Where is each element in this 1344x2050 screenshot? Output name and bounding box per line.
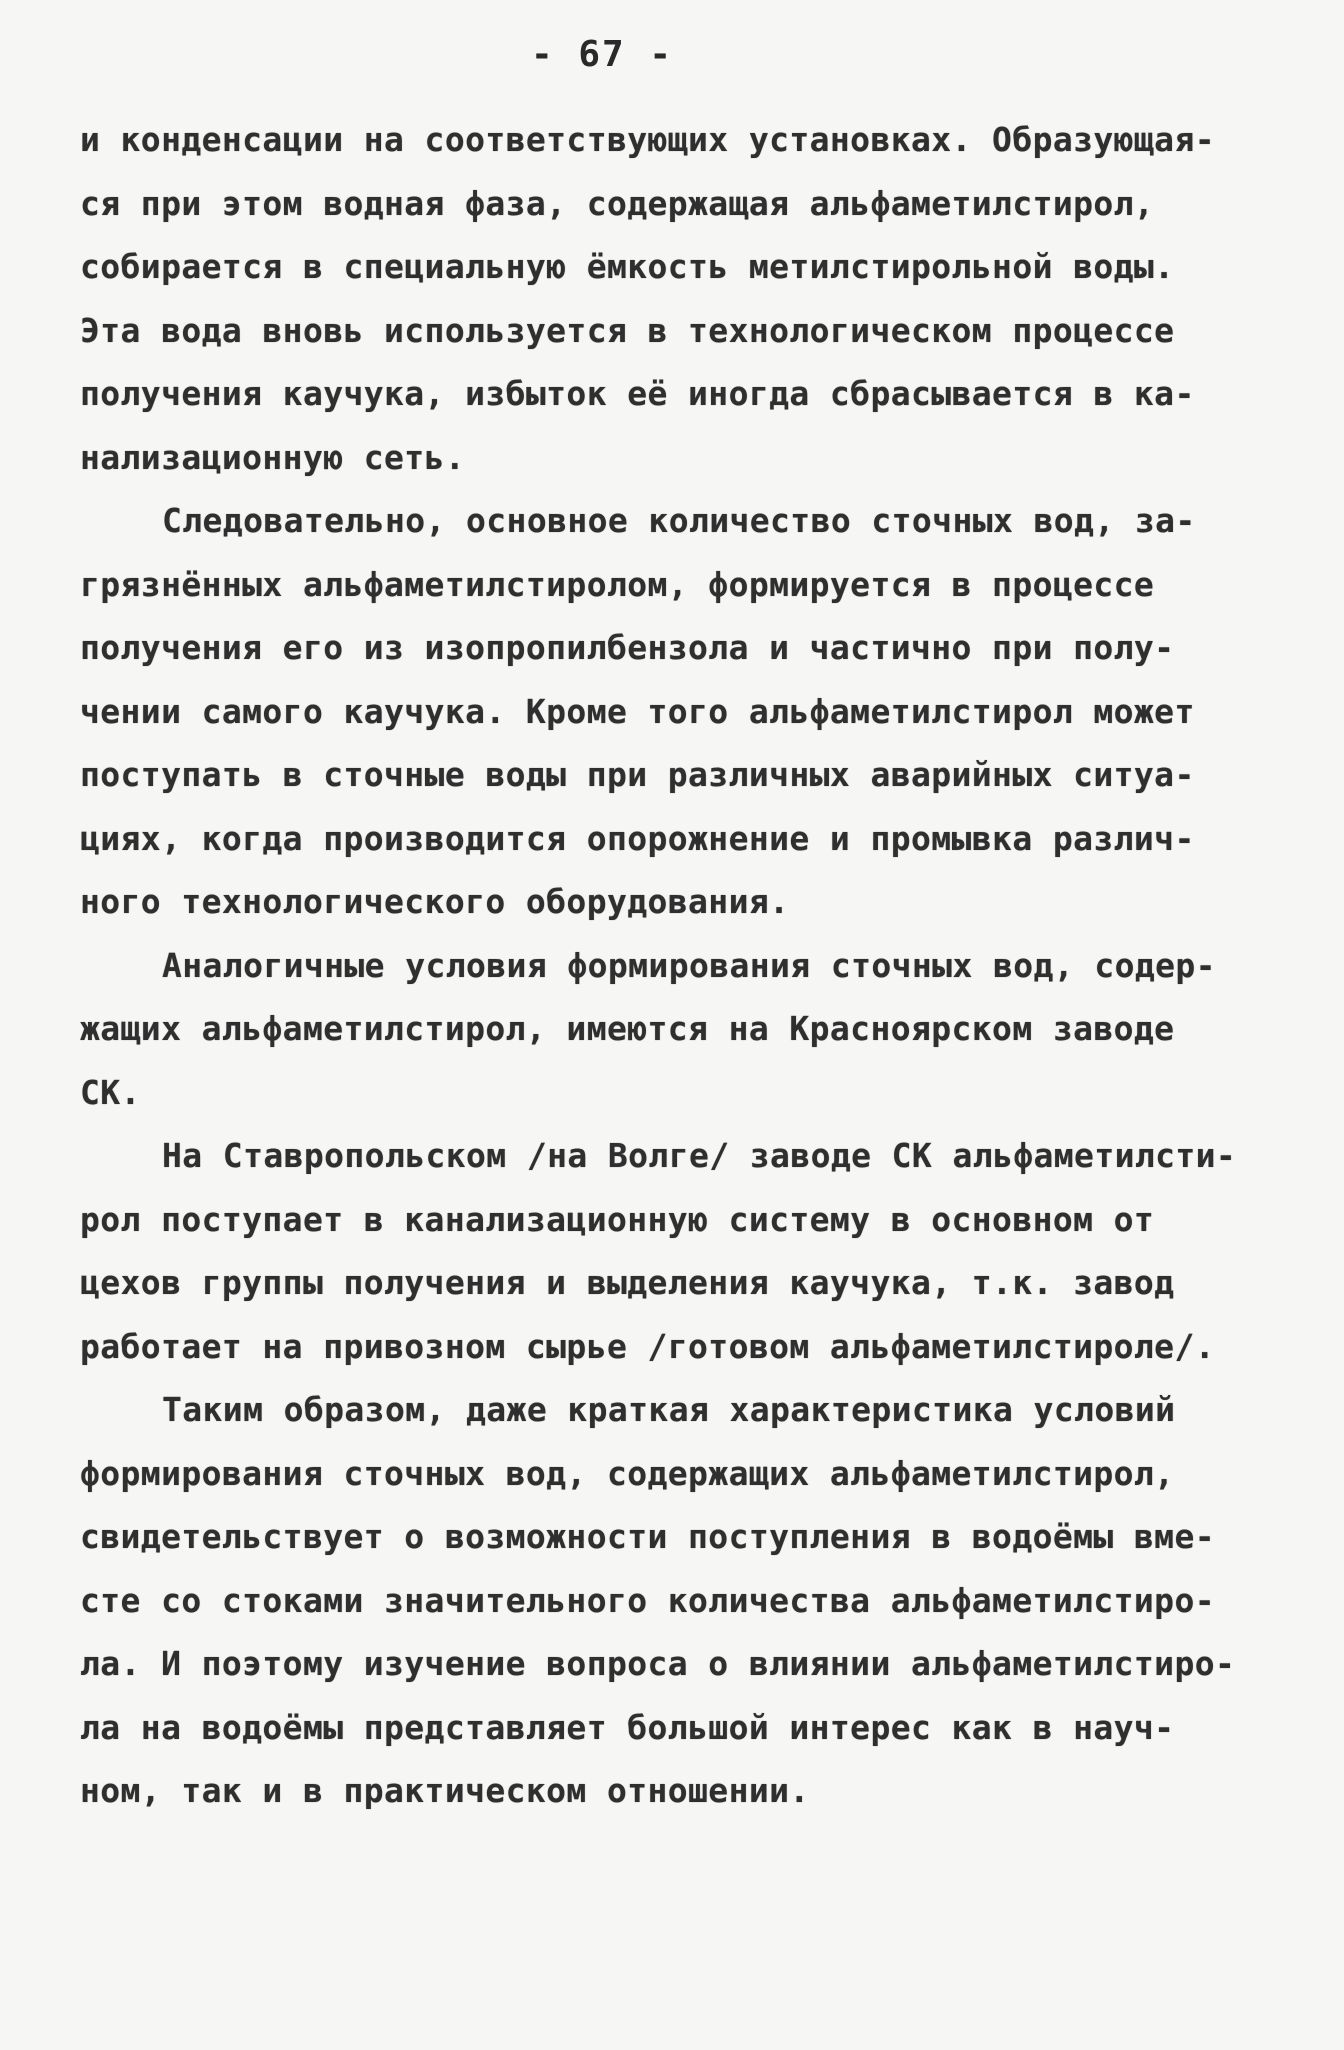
paragraph-1 [80, 108, 1280, 489]
text-line: ного технологического оборудования. [80, 882, 790, 921]
text-line: Эта вода вновь используется в технологическом процессе [80, 310, 1175, 350]
text-line: цехов группы получения и выделения каучука, т.к. завод [80, 1263, 1175, 1302]
text-line: ла на водоёмы представляет большой интерес как в науч- [80, 1707, 1175, 1747]
text-line: формирования сточных вод, содержащих альфаметилстирол, [80, 1453, 1175, 1493]
body-text [80, 108, 1280, 1823]
text-line: На Ставропольском /на Волге/ заводе СК альфаметилсти- [162, 1136, 1237, 1175]
paragraph-5 [80, 1378, 1280, 1823]
text-line: жащих альфаметилстирол, имеются на Красноярском заводе [80, 1009, 1175, 1048]
text-line: работает на привозном сырье /готовом альфаметилстироле/. [80, 1326, 1215, 1366]
text-line: рол поступает в канализационную систему в основном от [80, 1199, 1155, 1239]
page-number: - 67 - [530, 34, 674, 75]
text-line: поступать в сточные воды при различных аварийных ситуа- [80, 755, 1195, 794]
text-line: ном, так и в практическом отношении. [80, 1771, 810, 1810]
text-line: чении самого каучука. Кроме того альфаметилстирол может [80, 691, 1195, 731]
text-line: и конденсации на соответствующих установках. Образующая- [80, 120, 1215, 159]
text-line: Аналогичные условия формирования сточных вод, содер- [162, 945, 1216, 985]
text-line: получения каучука, избыток её иногда сбрасывается в ка- [80, 374, 1195, 413]
text-line: ся при этом водная фаза, содержащая альфаметилстирол, [80, 183, 1155, 223]
text-line: свидетельствует о возможности поступления в водоёмы вме- [80, 1517, 1215, 1556]
text-line: СК. [80, 1072, 141, 1112]
text-line: собирается в специальную ёмкость метилстирольной воды. [80, 247, 1175, 286]
text-line: нализационную сеть. [80, 437, 466, 477]
text-line: грязнённых альфаметилстиролом, формируется в процессе [80, 564, 1155, 604]
text-line: получения его из изопропилбензола и частично при полу- [80, 628, 1175, 667]
paragraph-4 [80, 1124, 1280, 1378]
paragraph-2 [80, 489, 1280, 934]
text-line: ла. И поэтому изучение вопроса о влиянии альфаметилстиро- [80, 1644, 1236, 1683]
text-line: Следовательно, основное количество сточных вод, за- [162, 501, 1196, 540]
text-line: Таким образом, даже краткая характеристика условий [162, 1390, 1176, 1429]
text-line: циях, когда производится опорожнение и промывка различ- [80, 818, 1195, 858]
text-line: сте со стоками значительного количества альфаметилстиро- [80, 1580, 1215, 1620]
paragraph-3 [80, 934, 1280, 1125]
